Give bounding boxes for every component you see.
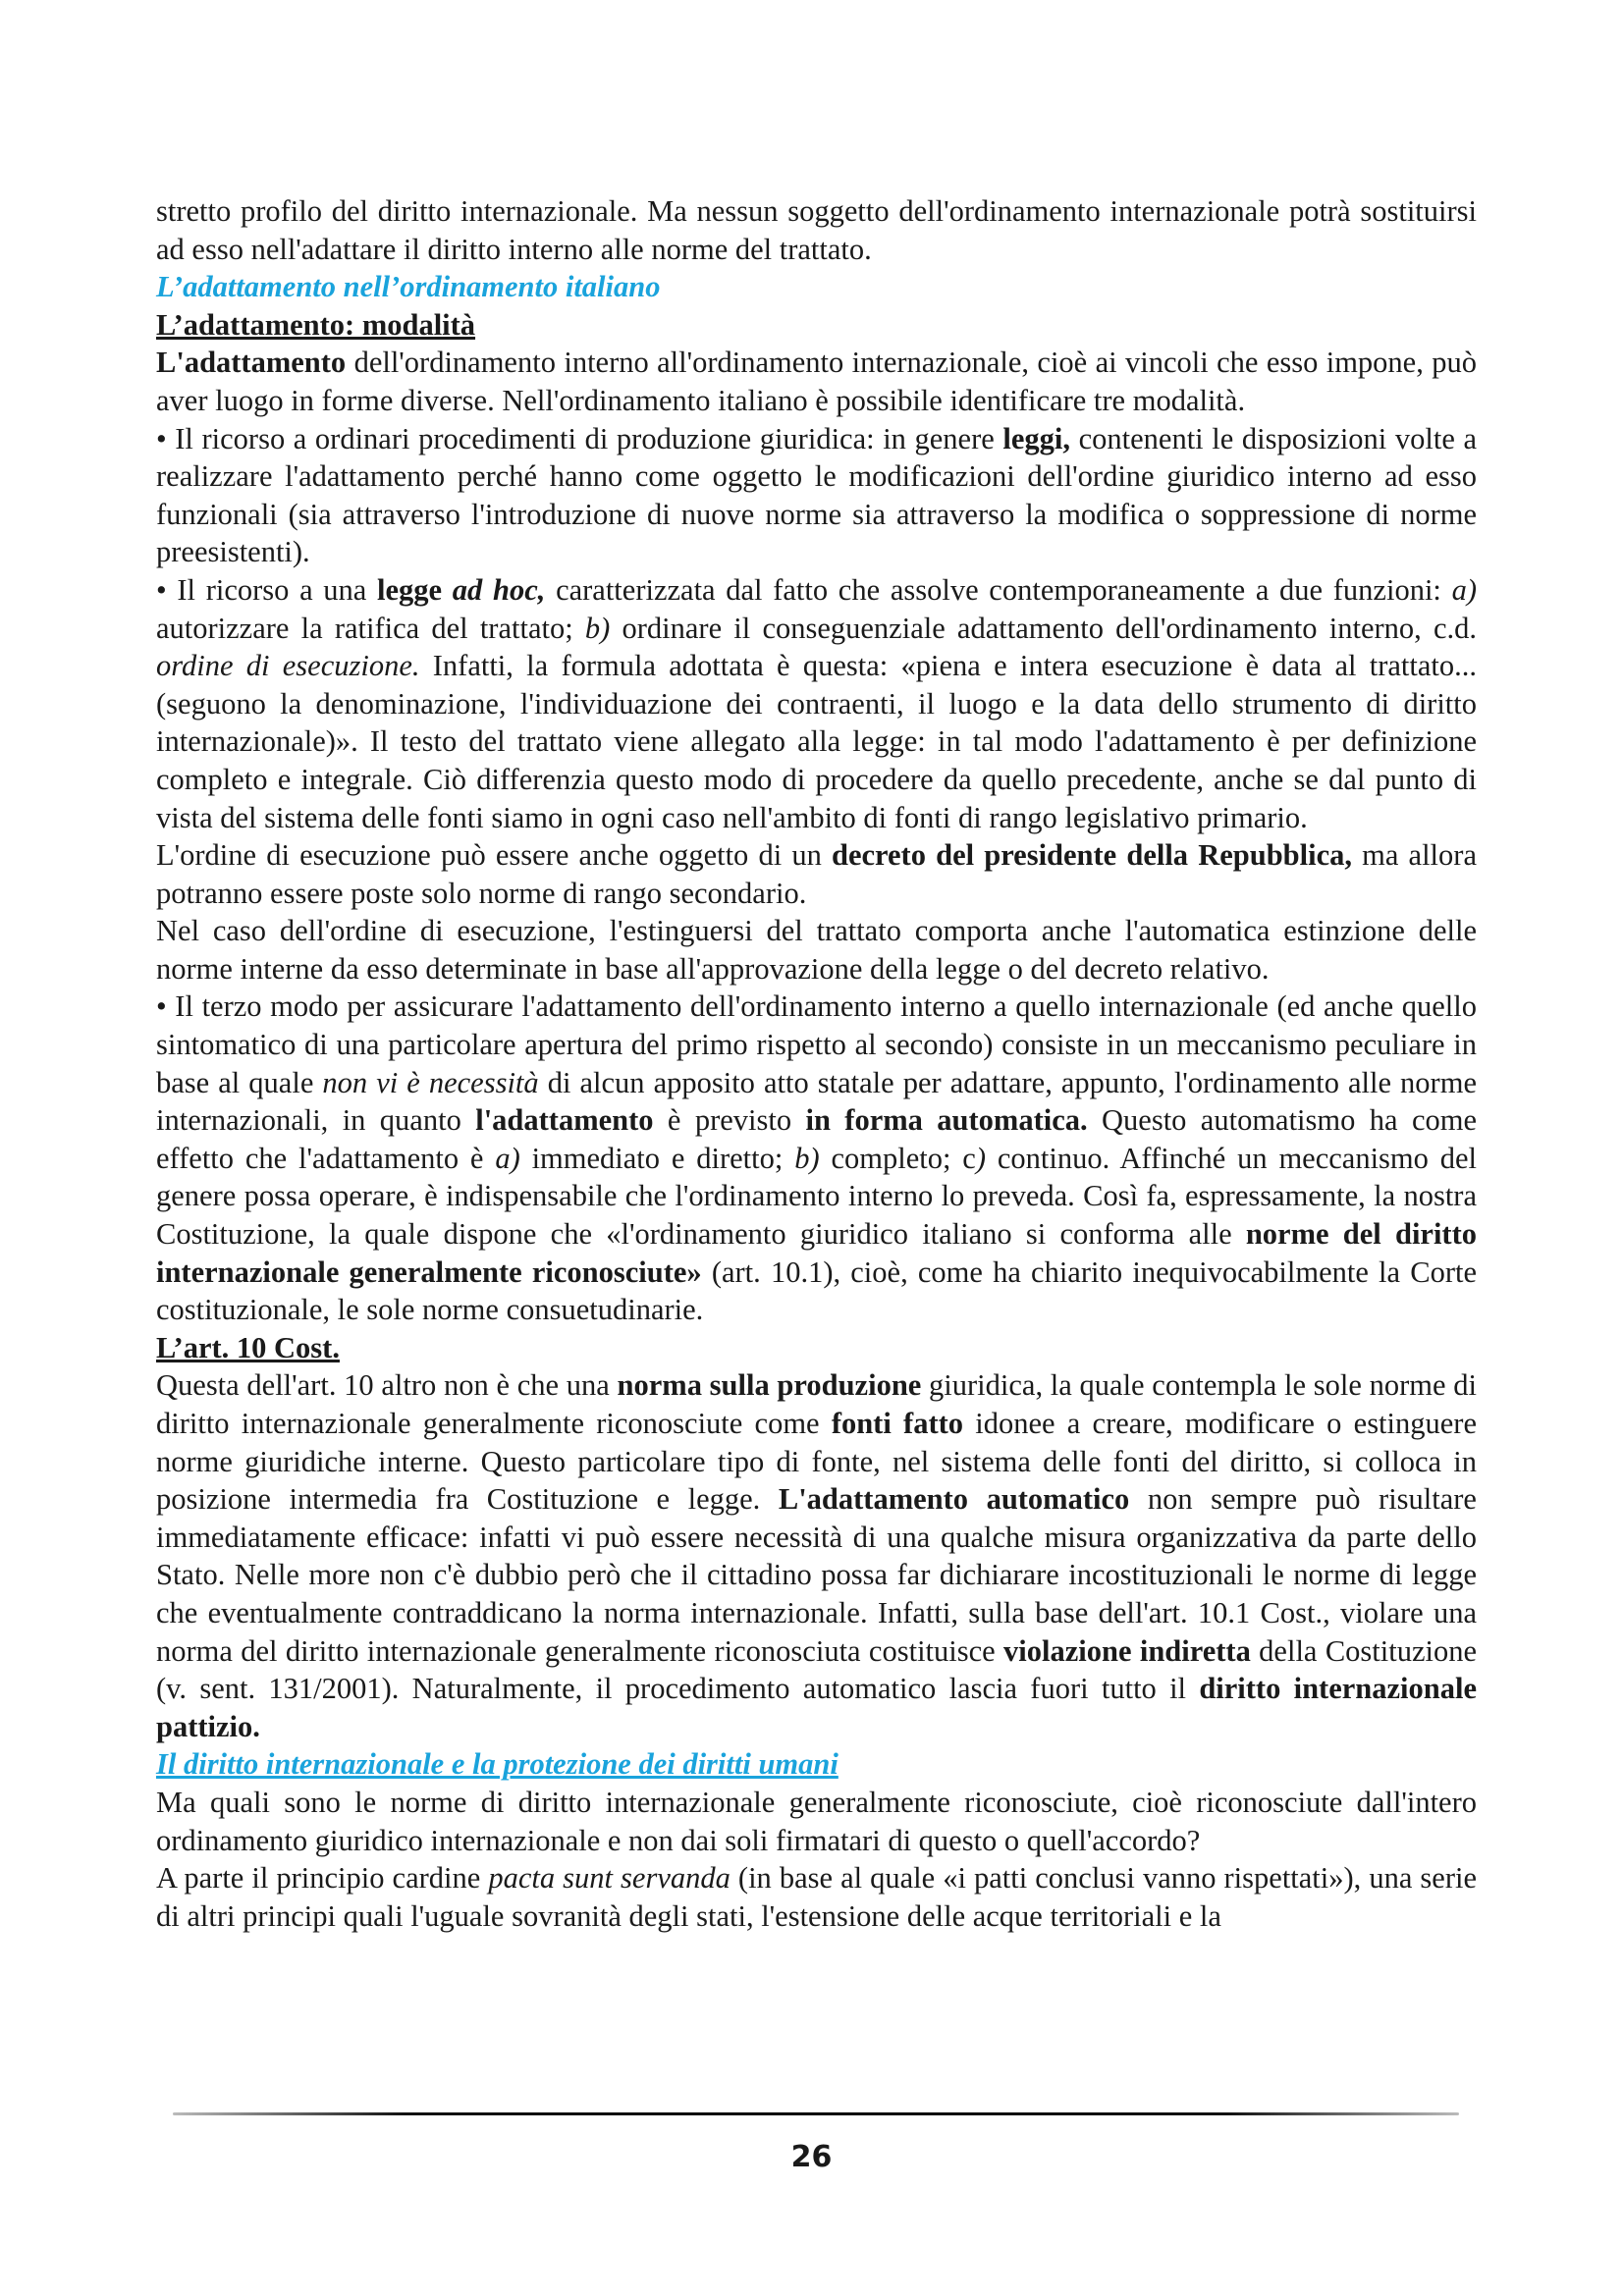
paragraph bbox=[156, 1859, 1477, 1935]
paragraph bbox=[156, 836, 1477, 912]
text: Questo automatismo ha come effetto che l'adattamento è bbox=[156, 1103, 1477, 1175]
text: della Costituzione (v. sent. 131/2001). Naturalmente, il procedimento automatico lascia fuori tutto il bbox=[156, 1633, 1477, 1706]
text: • Il ricorso a ordinari procedimenti di produzione giuridica: in genere bbox=[156, 421, 1003, 455]
text: di alcun apposito atto statale per adattare, appunto, l'ordinamento alle norme internazionali, in quanto bbox=[156, 1065, 1477, 1138]
paragraph: Ma quali sono le norme di diritto internazionale generalmente riconosciute, cioè riconosciute dall'intero ordinamento giuridico internazionale e non dai soli firmatari di questo o quell'accordo? bbox=[156, 1785, 1477, 1857]
bullet-paragraph bbox=[156, 571, 1477, 836]
page-body bbox=[156, 192, 1477, 1935]
text: continuo. Affinché un meccanismo del genere possa operare, è indispensabile che l'ordinamento interno lo preveda. Così fa, espressamente, la nostra Costituzione, la quale dispone che «l'ordinamento giuridico italiano si conforma alle bbox=[156, 1141, 1477, 1252]
footer-divider bbox=[173, 2112, 1459, 2115]
text: L'ordine di esecuzione può essere anche oggetto di un bbox=[156, 838, 832, 873]
bold-text: in forma automatica. bbox=[805, 1103, 1088, 1138]
text: giuridica, la quale contempla le sole norme di diritto internazionale generalmente riconosciute come bbox=[156, 1368, 1478, 1440]
paragraph bbox=[156, 1366, 1477, 1745]
text: • Il terzo modo per assicurare l'adattamento dell'ordinamento interno a quello internazionale (ed anche quello sintomatico di una particolare apertura del primo rispetto al secondo) consiste in un meccanismo peculiare in base al quale bbox=[156, 989, 1477, 1099]
text: immediato e diretto; bbox=[519, 1141, 795, 1175]
text: non sempre può risultare immediatamente efficace: infatti vi può essere necessità di una qualche misura organizzativa da parte dello Stato. Nelle more non c'è dubbio però che il cittadino possa far dichiarare incostituzionali le norme di legge che eventualmente contraddicano la norma internazionale. Infatti, sulla base dell'art. 10.1 Cost., violare una norma del diritto internazionale generalmente riconosciuta costituisce bbox=[156, 1482, 1477, 1668]
bold-text: fonti fatto bbox=[831, 1407, 964, 1440]
text: autorizzare la ratifica del trattato; bbox=[156, 611, 585, 645]
italic-text: a) bbox=[1451, 572, 1478, 607]
bold-text: decreto del presidente della Repubblica, bbox=[831, 838, 1352, 873]
text: contenenti le disposizioni volte a realizzare l'adattamento perché hanno come oggetto le modificazioni dell'ordine giuridico interno ad esso funzionali (sia attraverso l'introduzione di nuove norme sia attraverso la modifica o soppressione di norme preesistenti). bbox=[156, 421, 1477, 569]
italic-text: ) bbox=[975, 1141, 987, 1175]
subsection-heading: L’art. 10 Cost. bbox=[156, 1330, 340, 1364]
text: dell'ordinamento interno all'ordinamento internazionale, cioè ai vincoli che esso impone, può aver luogo in forme diverse. Nell'ordinamento italiano è possibile identificare tre modalità. bbox=[156, 346, 1477, 417]
paragraph: Nel caso dell'ordine di esecuzione, l'estinguersi del trattato comporta anche l'automatica estinzione delle norme interne da esso determinate in base all'approvazione della legge o del decreto relativo. bbox=[156, 914, 1477, 986]
paragraph bbox=[156, 344, 1477, 419]
bullet-paragraph bbox=[156, 420, 1477, 571]
bullet-paragraph bbox=[156, 988, 1477, 1328]
bold-text: leggi, bbox=[1002, 421, 1071, 455]
text: caratterizzata dal fatto che assolve contemporaneamente a due funzioni: bbox=[545, 572, 1452, 607]
text: è previsto bbox=[653, 1103, 806, 1138]
text: A parte il principio cardine bbox=[156, 1861, 489, 1896]
text: (art. 10.1), cioè, come ha chiarito inequivocabilmente la Corte costituzionale, le sole norme consuetudinarie. bbox=[156, 1255, 1477, 1327]
text: ordinare il conseguenziale adattamento dell'ordinamento interno, c.d. bbox=[610, 611, 1477, 645]
bold-text: diritto internazionale pattizio. bbox=[156, 1672, 1477, 1743]
page-number: 26 bbox=[790, 2140, 833, 2174]
bold-italic-text: ad hoc, bbox=[452, 572, 546, 607]
text: idonee a creare, modificare o estinguere norme giuridiche interne. Questo particolare tipo di fonte, nel sistema delle fonti del diritto, si colloca in posizione intermedia fra Costituzione e legge. bbox=[156, 1407, 1477, 1517]
italic-text: ordine di esecuzione. bbox=[156, 649, 420, 683]
italic-text: b) bbox=[794, 1141, 820, 1175]
bold-text: violazione indiretta bbox=[1003, 1633, 1251, 1668]
bold-text: norma sulla produzione bbox=[617, 1368, 922, 1403]
text: (in base al quale «i patti conclusi vanno rispettati»), una serie di altri principi quali l'uguale sovranità degli stati, l'estensione delle acque territoriali e la bbox=[156, 1861, 1477, 1933]
section-heading: Il diritto internazionale e la protezione dei diritti umani bbox=[156, 1747, 839, 1782]
bold-text: L'adattamento automatico bbox=[778, 1482, 1130, 1517]
text: completo; c bbox=[819, 1141, 976, 1175]
bold-text: l'adattamento bbox=[475, 1103, 654, 1138]
bold-text: legge bbox=[377, 572, 453, 607]
text: • Il ricorso a una bbox=[156, 572, 378, 607]
text: Infatti, la formula adottata è questa: «piena e intera esecuzione è data al trattato... (seguono la denominazione, l'individuazione dei contraenti, il luogo e la data dello strumento di diritto internazionale)». Il testo del trattato viene allegato alla legge: in tal modo l'adattamento è per definizione completo e integrale. Ciò differenzia questo modo di procedere da quello precedente, anche se dal punto di vista del sistema delle fonti siamo in ogni caso nell'ambito di fonti di rango legislativo primario. bbox=[156, 649, 1477, 834]
italic-text: pacta sunt servanda bbox=[488, 1861, 730, 1896]
italic-text: non vi è necessità bbox=[322, 1065, 539, 1099]
subsection-heading: L’adattamento: modalità bbox=[156, 307, 476, 342]
text: ma allora potranno essere poste solo norme di rango secondario. bbox=[156, 838, 1477, 910]
paragraph: stretto profilo del diritto internazionale. Ma nessun soggetto dell'ordinamento internazionale potrà sostituirsi ad esso nell'adattare il diritto interno alle norme del trattato. bbox=[156, 194, 1477, 266]
text: Questa dell'art. 10 altro non è che una bbox=[156, 1368, 618, 1403]
italic-text: a) bbox=[495, 1141, 520, 1175]
italic-text: b) bbox=[584, 611, 611, 645]
bold-text: L'adattamento bbox=[156, 346, 347, 380]
section-heading: L’adattamento nell’ordinamento italiano bbox=[156, 270, 661, 304]
bold-text: norme del diritto internazionale generalmente riconosciute» bbox=[156, 1217, 1477, 1289]
